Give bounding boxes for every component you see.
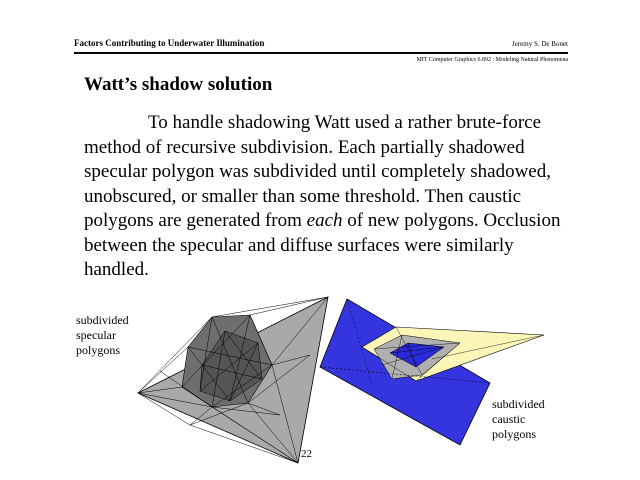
body-text-emphasis: each bbox=[306, 210, 343, 231]
header-title: Factors Contributing to Underwater Illumination bbox=[74, 38, 265, 48]
page-number: 22 bbox=[301, 448, 312, 460]
slide-title: Watt’s shadow solution bbox=[84, 74, 273, 95]
body-paragraph bbox=[84, 111, 574, 283]
caustic-caption: subdivided caustic polygons bbox=[492, 397, 545, 441]
body-text-part1: To handle shadowing Watt used a rather brute-force method of recursive subdivision. Each partially shadowed specular polygon was subdivided until completely shadowed, unobscured, or smaller than some threshold. Then caustic polygons are generated from bbox=[84, 112, 551, 231]
specular-polygons-figure bbox=[130, 295, 330, 470]
header-course: MIT Computer Graphics 6.892 : Modeling Natural Phenomena bbox=[416, 57, 568, 63]
header-author: Jeremy S. De Bonet bbox=[512, 40, 568, 48]
header-rule bbox=[74, 52, 568, 54]
specular-caption: subdivided specular polygons bbox=[76, 313, 129, 357]
body-text-part2: of new polygons. Occlusion between the specular and diffuse surfaces were similarly handled. bbox=[84, 210, 561, 280]
